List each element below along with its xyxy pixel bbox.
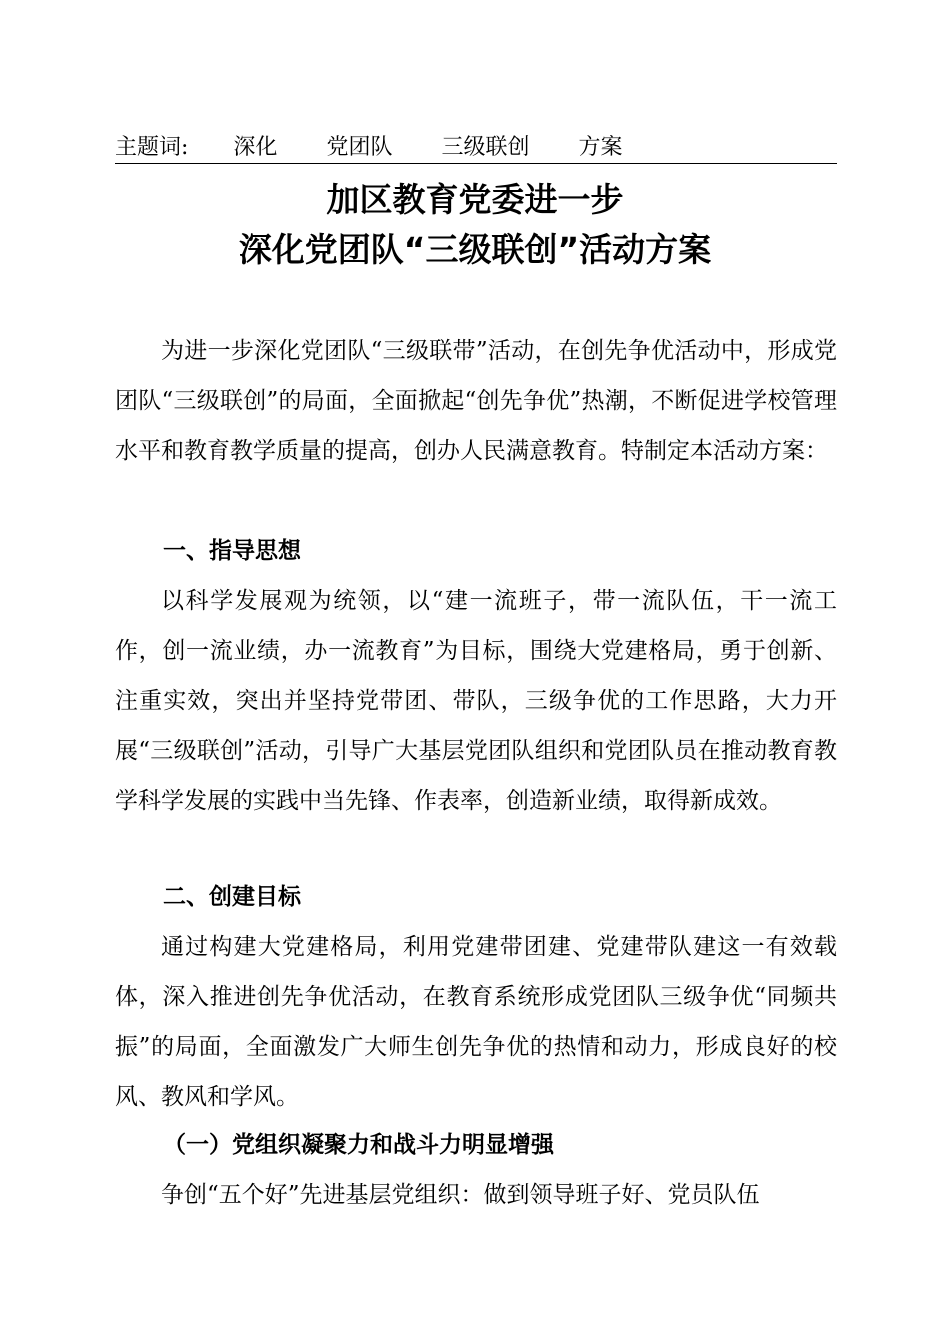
subsection-heading-party-cohesion: （一）党组织凝聚力和战斗力明显增强 [163,1132,554,1158]
section-body-guiding-ideology: 以科学发展观为统领，以“建一流班子，带一流队伍，干一流工作，创一流业绩，办一流教育”为目标，围绕大党建格局，勇于创新、注重实效，突出并坚持党带团、带队，三级争优的工作思路，大力开展“三级联创”活动，引导广大基层党团队组织和党团队员在推动教育教学科学发展的实践中当先锋、作表率，创造新业绩，取得新成效。 [115,588,837,814]
keyword-item: 三级联创 [441,135,530,160]
section-heading-guiding-ideology: 一、指导思想 [163,538,301,564]
keyword-item: 深化 [233,135,278,160]
keywords-line [115,133,837,164]
intro-paragraph: 为进一步深化党团队“三级联带”活动，在创先争优活动中，形成党团队“三级联创”的局面，全面掀起“创先争优”热潮，不断促进学校管理水平和教育教学质量的提高，创办人民满意教育。特制定本活动方案： [115,338,837,464]
keyword-item: 方案 [578,135,623,160]
keywords-label: 主题词: [115,135,189,160]
document-title-line1: 加区教育党委进一步 [326,180,624,219]
section-heading-goals: 二、创建目标 [163,884,301,910]
subsection-body-party-cohesion: 争创“五个好”先进基层党组织：做到领导班子好、党员队伍 [161,1182,760,1208]
document-title-line2: 深化党团队“三级联创”活动方案 [238,230,712,269]
keyword-item: 党团队 [326,135,393,160]
section-body-goals: 通过构建大党建格局，利用党建带团建、党建带队建这一有效载体，深入推进创先争优活动，在教育系统形成党团队三级争优“同频共振”的局面，全面激发广大师生创先争优的热情和动力，形成良好的校风、教风和学风。 [115,934,837,1110]
